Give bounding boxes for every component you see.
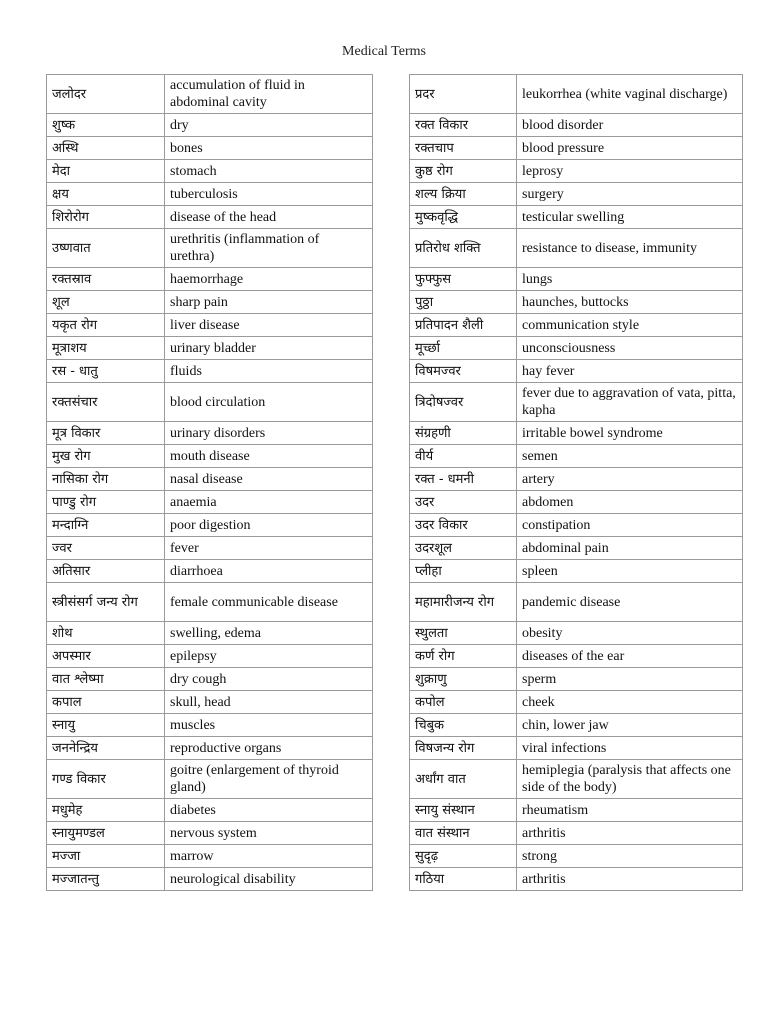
table-row (410, 468, 743, 491)
english-meaning: communication style (517, 314, 743, 337)
english-meaning: reproductive organs (165, 737, 373, 760)
hindi-term: प्रतिरोध शक्ति (410, 229, 517, 268)
table-row (410, 514, 743, 537)
hindi-term: जननेन्द्रिय (47, 737, 165, 760)
hindi-term: क्षय (47, 183, 165, 206)
table-row (410, 760, 743, 799)
hindi-term: स्नायु संस्थान (410, 799, 517, 822)
table-row (410, 668, 743, 691)
hindi-term: पुठ्ठा (410, 291, 517, 314)
english-meaning: goitre (enlargement of thyroid gland) (165, 760, 373, 799)
english-meaning: blood pressure (517, 137, 743, 160)
hindi-term: वात श्लेष्मा (47, 668, 165, 691)
english-meaning: leprosy (517, 160, 743, 183)
english-meaning: accumulation of fluid in abdominal cavity (165, 75, 373, 114)
hindi-term: मुष्कवृद्धि (410, 206, 517, 229)
english-meaning: urinary disorders (165, 422, 373, 445)
table-row (47, 137, 373, 160)
hindi-term: विषजन्य रोग (410, 737, 517, 760)
english-meaning: lungs (517, 268, 743, 291)
table-row (410, 560, 743, 583)
english-meaning: swelling, edema (165, 622, 373, 645)
table-row (410, 114, 743, 137)
english-meaning: mouth disease (165, 445, 373, 468)
hindi-term: रक्तचाप (410, 137, 517, 160)
table-row (410, 383, 743, 422)
english-meaning: anaemia (165, 491, 373, 514)
english-meaning: constipation (517, 514, 743, 537)
table-row (47, 468, 373, 491)
hindi-term: महामारीजन्य रोग (410, 583, 517, 622)
english-meaning: female communicable disease (165, 583, 373, 622)
table-row (410, 337, 743, 360)
table-row (410, 137, 743, 160)
hindi-term: स्नायुमण्डल (47, 822, 165, 845)
hindi-term: कपोल (410, 691, 517, 714)
english-meaning: leukorrhea (white vaginal discharge) (517, 75, 743, 114)
table-row (410, 822, 743, 845)
english-meaning: tuberculosis (165, 183, 373, 206)
english-meaning: diabetes (165, 799, 373, 822)
terms-table-left (46, 74, 373, 891)
table-row (410, 422, 743, 445)
english-meaning: neurological disability (165, 868, 373, 891)
english-meaning: liver disease (165, 314, 373, 337)
english-meaning: artery (517, 468, 743, 491)
hindi-term: प्लीहा (410, 560, 517, 583)
english-meaning: nasal disease (165, 468, 373, 491)
hindi-term: कुष्ठ रोग (410, 160, 517, 183)
english-meaning: chin, lower jaw (517, 714, 743, 737)
hindi-term: वात संस्थान (410, 822, 517, 845)
english-meaning: unconsciousness (517, 337, 743, 360)
hindi-term: मज्जा (47, 845, 165, 868)
table-row (410, 75, 743, 114)
hindi-term: रक्त - धमनी (410, 468, 517, 491)
english-meaning: spleen (517, 560, 743, 583)
hindi-term: अस्थि (47, 137, 165, 160)
table-row (47, 75, 373, 114)
table-row (410, 691, 743, 714)
table-row (410, 799, 743, 822)
english-meaning: pandemic disease (517, 583, 743, 622)
table-row (410, 291, 743, 314)
english-meaning: strong (517, 845, 743, 868)
hindi-term: प्रतिपादन शैली (410, 314, 517, 337)
english-meaning: hay fever (517, 360, 743, 383)
hindi-term: शुष्क (47, 114, 165, 137)
hindi-term: फुफ्फुस (410, 268, 517, 291)
english-meaning: nervous system (165, 822, 373, 845)
table-row (410, 537, 743, 560)
english-meaning: fever due to aggravation of vata, pitta, kapha (517, 383, 743, 422)
english-meaning: haemorrhage (165, 268, 373, 291)
hindi-term: मेदा (47, 160, 165, 183)
english-meaning: dry (165, 114, 373, 137)
hindi-term: स्नायु (47, 714, 165, 737)
table-row (47, 645, 373, 668)
english-meaning: irritable bowel syndrome (517, 422, 743, 445)
english-meaning: rheumatism (517, 799, 743, 822)
hindi-term: शल्य क्रिया (410, 183, 517, 206)
english-meaning: abdominal pain (517, 537, 743, 560)
table-row (47, 583, 373, 622)
english-meaning: skull, head (165, 691, 373, 714)
terms-table-right-body (410, 75, 743, 891)
terms-table-left-body (47, 75, 373, 891)
english-meaning: urethritis (inflammation of urethra) (165, 229, 373, 268)
hindi-term: चिबुक (410, 714, 517, 737)
table-row (47, 337, 373, 360)
hindi-term: मधुमेह (47, 799, 165, 822)
hindi-term: ज्वर (47, 537, 165, 560)
table-row (47, 514, 373, 537)
hindi-term: मूत्राशय (47, 337, 165, 360)
hindi-term: रक्तस्राव (47, 268, 165, 291)
table-row (47, 537, 373, 560)
table-row (47, 229, 373, 268)
english-meaning: epilepsy (165, 645, 373, 668)
hindi-term: संग्रहणी (410, 422, 517, 445)
hindi-term: मज्जातन्तु (47, 868, 165, 891)
english-meaning: sharp pain (165, 291, 373, 314)
table-row (410, 622, 743, 645)
table-row (47, 868, 373, 891)
table-row (410, 445, 743, 468)
table-row (47, 183, 373, 206)
table-row (47, 560, 373, 583)
hindi-term: त्रिदोषज्वर (410, 383, 517, 422)
hindi-term: रक्त विकार (410, 114, 517, 137)
table-row (47, 714, 373, 737)
english-meaning: abdomen (517, 491, 743, 514)
hindi-term: मन्दाग्नि (47, 514, 165, 537)
english-meaning: bones (165, 137, 373, 160)
hindi-term: शोथ (47, 622, 165, 645)
hindi-term: प्रदर (410, 75, 517, 114)
table-row (47, 160, 373, 183)
table-row (410, 645, 743, 668)
table-row (47, 737, 373, 760)
english-meaning: blood disorder (517, 114, 743, 137)
hindi-term: रस - धातु (47, 360, 165, 383)
hindi-term: मूत्र विकार (47, 422, 165, 445)
page-title: Medical Terms (342, 44, 426, 59)
table-row (410, 583, 743, 622)
table-row (47, 845, 373, 868)
hindi-term: उदर विकार (410, 514, 517, 537)
english-meaning: disease of the head (165, 206, 373, 229)
table-row (410, 714, 743, 737)
table-row (47, 799, 373, 822)
table-row (410, 160, 743, 183)
hindi-term: शुक्राणु (410, 668, 517, 691)
table-row (47, 822, 373, 845)
table-row (47, 291, 373, 314)
english-meaning: diarrhoea (165, 560, 373, 583)
table-row (47, 622, 373, 645)
english-meaning: dry cough (165, 668, 373, 691)
table-row (410, 491, 743, 514)
hindi-term: उष्णवात (47, 229, 165, 268)
hindi-term: मूर्च्छा (410, 337, 517, 360)
english-meaning: arthritis (517, 868, 743, 891)
table-row (47, 668, 373, 691)
hindi-term: वीर्य (410, 445, 517, 468)
table-row (47, 268, 373, 291)
terms-table-right (409, 74, 743, 891)
english-meaning: diseases of the ear (517, 645, 743, 668)
hindi-term: रक्तसंचार (47, 383, 165, 422)
english-meaning: surgery (517, 183, 743, 206)
table-row (410, 360, 743, 383)
hindi-term: कर्ण रोग (410, 645, 517, 668)
hindi-term: अपस्मार (47, 645, 165, 668)
english-meaning: viral infections (517, 737, 743, 760)
table-row (410, 314, 743, 337)
english-meaning: stomach (165, 160, 373, 183)
english-meaning: hemiplegia (paralysis that affects one side of the body) (517, 760, 743, 799)
english-meaning: haunches, buttocks (517, 291, 743, 314)
table-row (47, 422, 373, 445)
english-meaning: semen (517, 445, 743, 468)
english-meaning: poor digestion (165, 514, 373, 537)
table-row (410, 868, 743, 891)
table-row (47, 445, 373, 468)
english-meaning: muscles (165, 714, 373, 737)
hindi-term: नासिका रोग (47, 468, 165, 491)
table-row (47, 760, 373, 799)
table-row (410, 206, 743, 229)
table-row (47, 383, 373, 422)
english-meaning: arthritis (517, 822, 743, 845)
table-row (410, 268, 743, 291)
table-row (47, 691, 373, 714)
hindi-term: उदर (410, 491, 517, 514)
table-row (410, 737, 743, 760)
table-row (47, 360, 373, 383)
hindi-term: शिरोरोग (47, 206, 165, 229)
english-meaning: marrow (165, 845, 373, 868)
hindi-term: जलोदर (47, 75, 165, 114)
english-meaning: cheek (517, 691, 743, 714)
hindi-term: पाण्डु रोग (47, 491, 165, 514)
english-meaning: fluids (165, 360, 373, 383)
hindi-term: अर्धांग वात (410, 760, 517, 799)
english-meaning: fever (165, 537, 373, 560)
hindi-term: यकृत रोग (47, 314, 165, 337)
hindi-term: मुख रोग (47, 445, 165, 468)
table-row (410, 229, 743, 268)
hindi-term: स्त्रीसंसर्ग जन्य रोग (47, 583, 165, 622)
table-row (47, 206, 373, 229)
table-row (410, 845, 743, 868)
hindi-term: विषमज्वर (410, 360, 517, 383)
english-meaning: resistance to disease, immunity (517, 229, 743, 268)
hindi-term: अतिसार (47, 560, 165, 583)
hindi-term: गण्ड विकार (47, 760, 165, 799)
hindi-term: शूल (47, 291, 165, 314)
english-meaning: blood circulation (165, 383, 373, 422)
table-row (47, 491, 373, 514)
english-meaning: testicular swelling (517, 206, 743, 229)
table-row (47, 314, 373, 337)
english-meaning: obesity (517, 622, 743, 645)
hindi-term: गठिया (410, 868, 517, 891)
english-meaning: urinary bladder (165, 337, 373, 360)
hindi-term: उदरशूल (410, 537, 517, 560)
hindi-term: स्थुलता (410, 622, 517, 645)
hindi-term: कपाल (47, 691, 165, 714)
hindi-term: सुदृढ़ (410, 845, 517, 868)
table-row (47, 114, 373, 137)
table-row (410, 183, 743, 206)
english-meaning: sperm (517, 668, 743, 691)
